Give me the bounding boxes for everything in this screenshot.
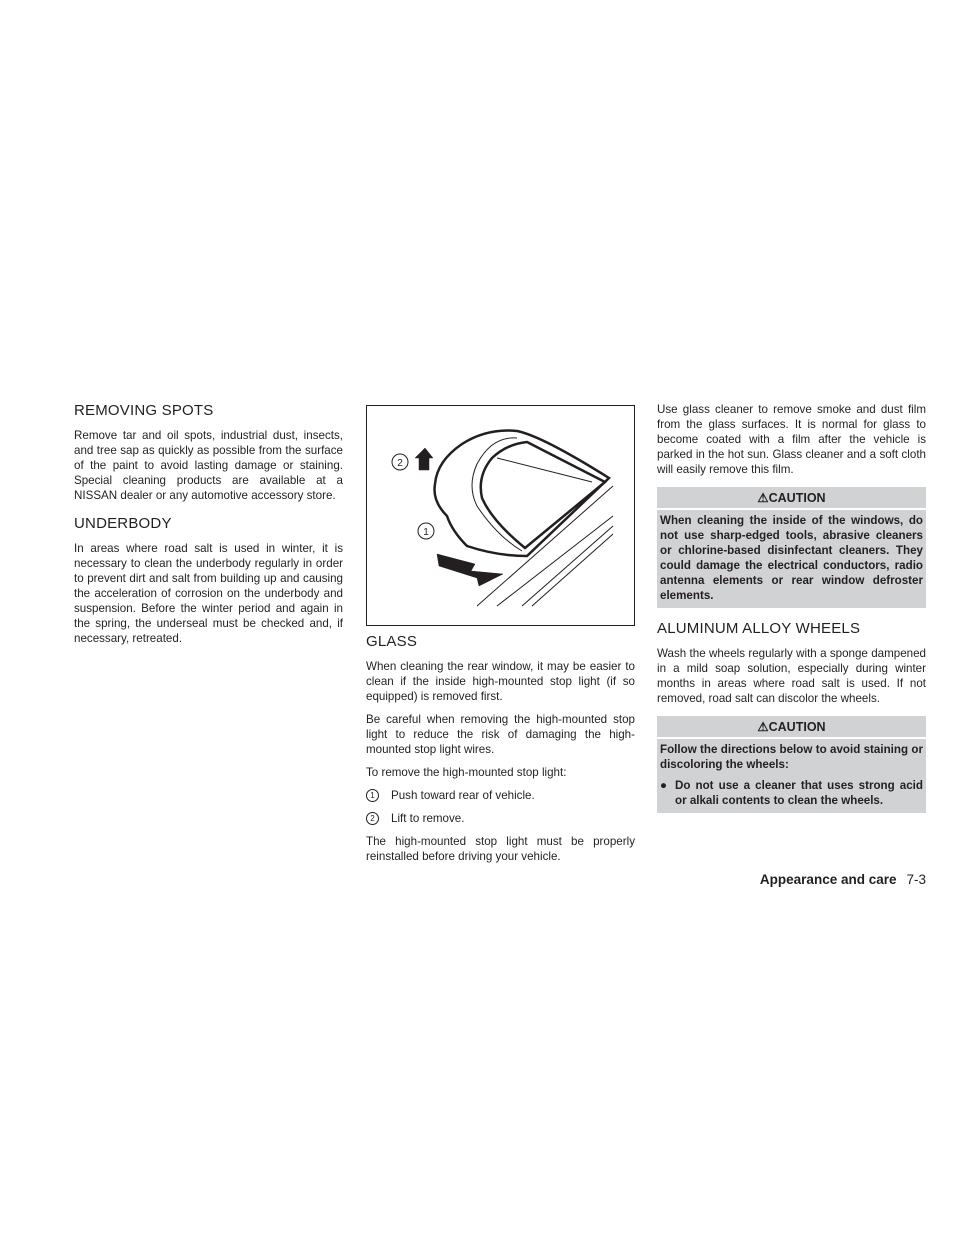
column-left xyxy=(74,402,343,654)
caution-text: When cleaning the inside of the windows, do not use sharp-edged tools, abrasive cleaners or chlorine-based disinfectant cleaners. They could damage the electrical conductors, radio antenna elements or rear window defroster elements. xyxy=(660,514,923,602)
glass-text-4: The high-mounted stop light must be properly reinstalled before driving your vehicle. xyxy=(366,835,635,863)
glass-text-1: When cleaning the rear window, it may be easier to clean if the inside high-mounted stop light (if so equipped) is removed first. xyxy=(366,660,635,703)
step-text: Push toward rear of vehicle. xyxy=(391,789,535,802)
column-right xyxy=(657,402,926,825)
glass-text-3: To remove the high-mounted stop light: xyxy=(366,766,567,779)
step-number: 1 xyxy=(366,789,379,802)
alloy-wheels-heading: ALUMINUM ALLOY WHEELS xyxy=(657,620,861,637)
caution-box-wheels xyxy=(657,716,926,813)
warning-triangle-icon: ⚠ xyxy=(757,491,769,505)
page-footer xyxy=(700,872,926,887)
caution-content xyxy=(657,739,926,813)
callout-1 xyxy=(418,523,434,539)
removing-spots-text: Remove tar and oil spots, industrial dust, insects, and tree sap as quickly as possible from the surface of the paint to avoid lasting damage or staining. Special cleaning products are available at a NISSAN dealer or any automotive accessory store. xyxy=(74,429,343,502)
glass-cleaner-text: Use glass cleaner to remove smoke and dust film from the glass surfaces. It is normal for glass to become coated with a film after the vehicle is parked in the hot sun. Glass cleaner and a soft cloth will easily remove this film. xyxy=(657,403,926,476)
step-text: Lift to remove. xyxy=(391,812,465,825)
glass-heading: GLASS xyxy=(366,633,418,650)
alloy-wheels-text: Wash the wheels regularly with a sponge dampened in a mild soap solution, especially during winter months in areas where road salt is used. If not removed, road salt can discolor the wheels. xyxy=(657,647,926,705)
underbody-text: In areas where road salt is used in winter, it is necessary to clean the underbody regularly in order to prevent dirt and salt from building up and causing the acceleration of corrosion on the underbody and suspension. Before the winter period and again in the spring, the underseal must be checked and, if necessary, retreated. xyxy=(74,542,343,645)
page-number: 7-3 xyxy=(906,872,926,887)
underbody-heading: UNDERBODY xyxy=(74,515,172,532)
caution-bullet xyxy=(660,778,923,808)
caution-title: CAUTION xyxy=(768,720,826,734)
step-item xyxy=(366,788,635,803)
removing-spots-heading: REMOVING SPOTS xyxy=(74,402,214,419)
callout-2 xyxy=(392,454,408,470)
section-name: Appearance and care xyxy=(759,872,897,887)
bullet-icon: ● xyxy=(660,779,668,792)
step-number: 2 xyxy=(366,812,379,825)
caution-text: Follow the directions below to avoid staining or discoloring the wheels: xyxy=(660,743,923,771)
bullet-text: Do not use a cleaner that uses strong acid or alkali contents to clean the wheels. xyxy=(675,779,923,807)
caution-title: CAUTION xyxy=(768,491,826,505)
svg-text:2: 2 xyxy=(397,458,403,469)
step-item xyxy=(366,811,635,826)
caution-box-windows xyxy=(657,487,926,608)
column-middle xyxy=(366,405,635,872)
stop-light-illustration xyxy=(366,405,635,626)
removal-steps xyxy=(366,788,635,826)
glass-text-2: Be careful when removing the high-mounted stop light to reduce the risk of damaging the high-mounted stop light wires. xyxy=(366,713,635,756)
warning-triangle-icon: ⚠ xyxy=(757,720,769,734)
svg-text:1: 1 xyxy=(423,527,429,538)
